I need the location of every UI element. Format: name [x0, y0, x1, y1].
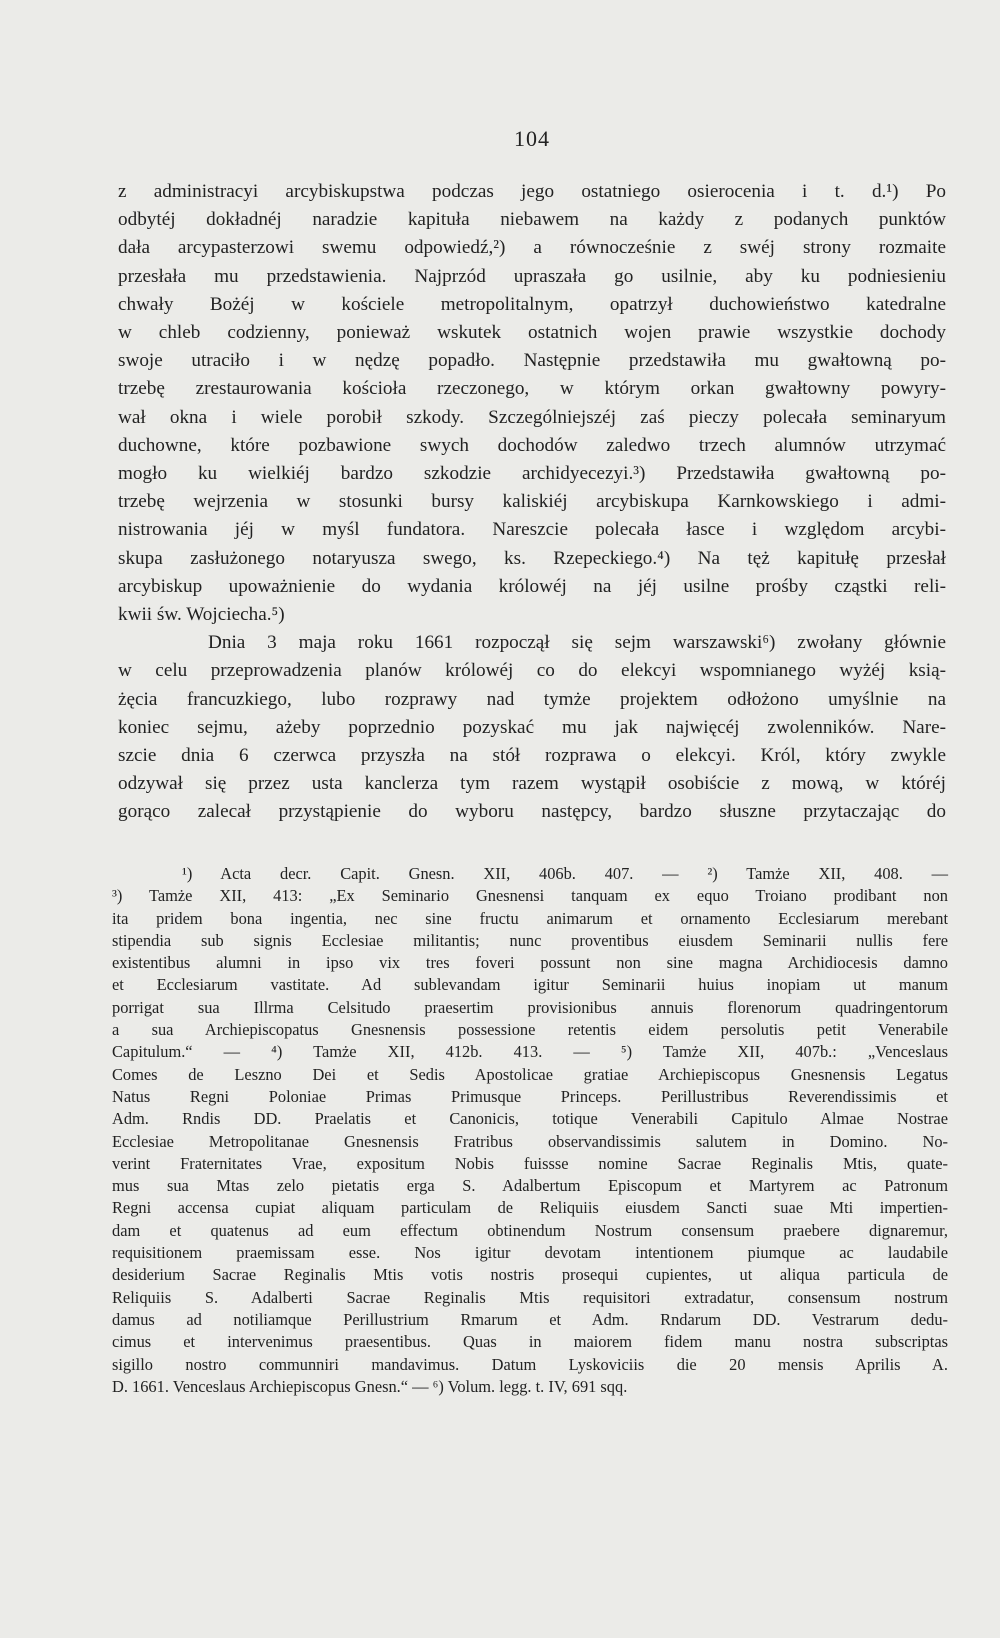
text-line: trzebę zrestaurowania kościoła rzeczonego, w którym orkan gwałtowny powyry- [118, 378, 946, 400]
text-line: mogło ku wielkiéj bardzo szkodzie archidyecezyi.³) Przedstawiła gwałtowną po- [118, 463, 946, 485]
text-line: koniec sejmu, ażeby poprzednio pozyskać mu jak najwięcéj zwolenników. Nare- [118, 716, 946, 738]
text-line: żęcia francuzkiego, lubo rozprawy nad tymże projektem odłożono umyślnie na [118, 688, 946, 710]
footnote-line: Reliquiis S. Adalberti Sacrae Reginalis Mtis requisitori extradatur, consensum nostrum [112, 1287, 948, 1307]
footnote-line: ¹) Acta decr. Capit. Gnesn. XII, 406b. 407. — ²) Tamże XII, 408. — [182, 864, 948, 883]
footnote-line: verint Fraternitates Vrae, expositum Nobis fuissse nomine Sacrae Reginalis Mtis, quate- [112, 1153, 948, 1173]
footnote-line: damus ad notiliamque Perillustrium Rmarum et Adm. Rndarum DD. Vestrarum dedu- [112, 1309, 948, 1329]
text-line: gorąco zalecał przystąpienie do wyboru następcy, bardzo słuszne przytaczając do [118, 801, 946, 823]
footnote-line: Capitulum.“ — ⁴) Tamże XII, 412b. 413. — ⁵) Tamże XII, 407b.: „Venceslaus [112, 1042, 948, 1062]
footnote-line: porrigat sua Illrma Celsitudo praesertim provisionibus annuis florenorum quadringentorum [112, 997, 948, 1017]
text-line: w chleb codzienny, ponieważ wskutek ostatnich wojen prawie wszystkie dochody [118, 322, 946, 344]
text-line: kwii św. Wojciecha.⁵) [118, 604, 285, 626]
footnote-line: stipendia sub signis Ecclesiae militantis; nunc proventibus eiusdem Seminarii nullis fere [112, 930, 948, 950]
text-line: dała arcypasterzowi swemu odpowiedź,²) a równocześnie z swéj strony rozmaite [118, 237, 946, 259]
footnotes-block [112, 863, 948, 1398]
text-line: odbytéj dokładnéj naradzie kapituła niebawem na każdy z podanych punktów [118, 209, 946, 231]
footnote-line: et Ecclesiarum vastitate. Ad sublevandam igitur Seminarii huius inopiam ut manum [112, 975, 948, 995]
page-number: 104 [514, 126, 550, 151]
text-line: arcybiskup upoważnienie do wydania królowéj na jéj usilne prośby cząstki reli- [118, 575, 946, 597]
footnote-line: requisitionem praemissam esse. Nos igitur devotam intentionem piumque ac laudabile [112, 1243, 948, 1263]
text-line: duchowne, które pozbawione swych dochodów zaledwo trzech alumnów utrzymać [118, 434, 946, 456]
footnote-line: cimus et intervenimus praesentibus. Quas in maiorem fidem manu nostra subscriptas [112, 1332, 948, 1352]
footnote-line: ita pridem bona ingentia, nec sine fructu animarum et ornamento Ecclesiarum merebant [112, 908, 948, 928]
text-line: szcie dnia 6 czerwca przyszła na stół rozprawa o elekcyi. Król, który zwykle [118, 745, 946, 767]
footnote-line: a sua Archiepiscopatus Gnesnensis possessione retentis eidem persolutis petit Venerabile [112, 1020, 948, 1040]
footnote-line: mus sua Mtas zelo pietatis erga S. Adalbertum Episcopum et Martyrem ac Patronum [112, 1176, 948, 1196]
footnote-line: Regni accensa cupiat aliquam particulam de Reliquiis eiusdem Sancti suae Mti impertien- [112, 1198, 948, 1218]
footnote-line: Adm. Rndis DD. Praelatis et Canonicis, totique Venerabili Capitulo Almae Nostrae [112, 1109, 948, 1129]
text-line: odzywał się przez usta kanclerza tym razem wystąpił osobiście z mową, w któréj [118, 773, 946, 795]
main-text-block [118, 178, 946, 827]
footnote-line: dam et quatenus ad eum effectum obtinendum Nostrum consensum praebere dignaremur, [112, 1220, 948, 1240]
text-line: przesłała mu przedstawienia. Najprzód upraszała go usilnie, aby ku podniesieniu [118, 265, 946, 287]
text-line: trzebę wejrzenia w stosunki bursy kaliskiéj arcybiskupa Karnkowskiego i admi- [118, 491, 946, 513]
footnote-line: Ecclesiae Metropolitanae Gnesnensis Fratribus observandissimis salutem in Domino. No- [112, 1131, 948, 1151]
footnote-line: existentibus alumni in ipso vix tres foveri possunt non sine magna Archidiocesis damno [112, 953, 948, 973]
text-line: nistrowania jéj w myśl fundatora. Nareszcie polecała łasce i względom arcybi- [118, 519, 946, 541]
text-line: skupa zasłużonego notaryusza swego, ks. Rzepeckiego.⁴) Na tęż kapitułę przesłał [118, 547, 946, 569]
text-line: chwały Bożéj w kościele metropolitalnym, opatrzył duchowieństwo katedralne [118, 293, 946, 315]
footnote-line: sigillo nostro communniri mandavimus. Datum Lyskoviciis die 20 mensis Aprilis A. [112, 1354, 948, 1374]
footnote-line: D. 1661. Venceslaus Archiepiscopus Gnesn.“ — ⁶) Volum. legg. t. IV, 691 sqq. [112, 1376, 628, 1396]
footnote-line: Comes de Leszno Dei et Sedis Apostolicae gratiae Archiepiscopus Gnesnensis Legatus [112, 1064, 948, 1084]
footnote-line: ³) Tamże XII, 413: „Ex Seminario Gnesnensi tanquam ex equo Troiano prodibant non [112, 886, 948, 906]
text-line: wał okna i wiele porobił szkody. Szczególniejszéj zaś pieczy polecała seminaryum [118, 406, 946, 428]
text-line: Dnia 3 maja roku 1661 rozpoczął się sejm warszawski⁶) zwołany głównie [208, 632, 946, 654]
text-line: swoje utraciło i w nędzę popadło. Następnie przedstawiła mu gwałtowną po- [118, 350, 946, 372]
text-line: w celu przeprowadzenia planów królowéj co do elekcyi wspomnianego wyżéj ksią- [118, 660, 946, 682]
text-line: z administracyi arcybiskupstwa podczas jego ostatniego osierocenia i t. d.¹) Po [118, 181, 946, 202]
footnote-line: desiderium Sacrae Reginalis Mtis votis nostris prosequi cupientes, ut aliqua particula de [112, 1265, 948, 1285]
footnote-line: Natus Regni Poloniae Primas Primusque Princeps. Perillustribus Reverendissimis et [112, 1086, 948, 1106]
